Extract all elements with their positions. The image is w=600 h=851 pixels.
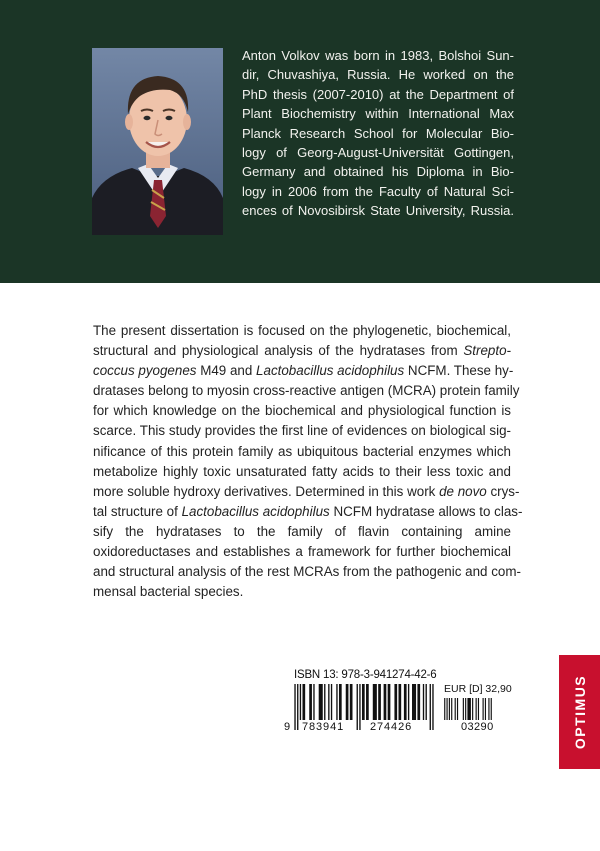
- barcode-bar: [476, 698, 477, 720]
- barcode-bar: [297, 684, 298, 730]
- abstract-line: for which knowledge on the biochemical and physiological function is: [93, 403, 511, 419]
- barcode-bar: [488, 698, 489, 720]
- barcode-bar: [346, 684, 349, 720]
- barcode-bar: [378, 684, 381, 720]
- barcode-bar: [446, 698, 447, 720]
- barcode-bar: [366, 684, 369, 720]
- barcode-bar: [388, 684, 391, 720]
- bio-line: logy in 2006 from the Faculty of Natural Sci-: [242, 183, 514, 199]
- author-bio: [242, 46, 514, 221]
- barcode-bar: [491, 698, 492, 720]
- barcode-bar: [331, 684, 332, 720]
- barcode-bar: [457, 698, 458, 720]
- publisher-logo: [559, 655, 600, 769]
- bio-line: dir, Chuvashiya, Russia. He worked on the: [242, 67, 514, 83]
- barcode-bar: [309, 684, 312, 720]
- barcode-bar: [384, 684, 387, 720]
- barcode-bar: [449, 698, 450, 720]
- barcode-bar: [404, 684, 407, 720]
- bio-line: Planck Research School for Molecular Bio-: [242, 125, 514, 141]
- barcode-bar: [412, 684, 416, 720]
- abstract-line: and structural analysis of the rest MCRAs from the pathogenic and com-: [93, 564, 521, 580]
- barcode-bar: [426, 684, 427, 720]
- barcode-bar: [444, 698, 445, 720]
- abstract-line: structural and physiological analysis of the hydratases from Strepto-: [93, 343, 511, 359]
- barcode-bar: [336, 684, 337, 720]
- bio-line: Germany and obtained his Diploma in Bio-: [242, 164, 514, 180]
- abstract-line: coccus pyogenes M49 and Lactobacillus acidophilus NCFM. These hy-: [93, 363, 514, 379]
- abstract-text: [93, 321, 523, 602]
- author-photo: [92, 48, 223, 235]
- abstract-line: metabolize highly toxic unsaturated fatty acids to their less toxic and: [93, 463, 511, 479]
- barcode-bar: [478, 698, 479, 720]
- barcode-bar: [350, 684, 353, 720]
- bio-line: PhD thesis (2007-2010) at the Department of: [242, 86, 514, 102]
- abstract-line: mensal bacterial species.: [93, 584, 244, 600]
- bio-line: ences of Novosibirsk State University, Russia.: [242, 203, 514, 219]
- barcode-bar: [300, 684, 301, 720]
- barcode-bar: [394, 684, 397, 720]
- barcode-lead-digit: 9: [284, 721, 291, 733]
- author-portrait-image: [92, 48, 223, 235]
- abstract-line: scarce. This study provides the first line of evidences on biological sig-: [93, 423, 511, 439]
- barcode-bar: [451, 698, 452, 720]
- barcode-bar: [408, 684, 409, 720]
- barcode-bar: [357, 684, 358, 730]
- barcode-bar: [463, 698, 464, 720]
- abstract-line: nificance of this protein family as ubiquitous bacterial enzymes which: [93, 443, 511, 459]
- barcode-bar: [359, 684, 360, 730]
- abstract-line: oxidoreductases and establishes a framework for further biochemical: [93, 544, 511, 560]
- addon-digits: 03290: [461, 721, 494, 733]
- barcode-bar: [339, 684, 342, 720]
- price-label: EUR [D] 32,90: [444, 683, 512, 695]
- barcode-digits-left: 783941: [302, 721, 345, 733]
- bio-line: Anton Volkov was born in 1983, Bolshoi Sun-: [242, 48, 514, 63]
- bio-line: Plant Biochemistry within International Max: [242, 106, 514, 122]
- abstract-line: tal structure of Lactobacillus acidophilus NCFM hydratase allows to clas-: [93, 503, 523, 519]
- barcode-bar: [362, 684, 365, 720]
- barcode-bar: [432, 684, 433, 730]
- publisher-name: OPTIMUS: [571, 674, 588, 750]
- abstract-line: The present dissertation is focused on the phylogenetic, biochemical,: [93, 323, 511, 338]
- barcode-bar: [313, 684, 314, 720]
- barcode-bar: [324, 684, 325, 720]
- barcode-bar: [472, 698, 473, 720]
- barcode-bar: [485, 698, 486, 720]
- barcode-bar: [430, 684, 431, 730]
- bio-line: logy of Georg-August-Universität Gottingen,: [242, 145, 514, 161]
- barcode-bar: [483, 698, 484, 720]
- abstract-line: more soluble hydroxy derivatives. Determined in this work de novo crys-: [93, 483, 520, 499]
- barcode-bar: [398, 684, 401, 720]
- isbn-label: ISBN 13: 978-3-941274-42-6: [294, 669, 437, 681]
- barcode-bar: [467, 698, 470, 720]
- barcode-bar: [417, 684, 420, 720]
- abstract-line: sify the hydratases to the family of flavin containing amine: [93, 523, 511, 539]
- barcode-bar: [455, 698, 456, 720]
- barcode-bar: [328, 684, 329, 720]
- barcode-bar: [423, 684, 424, 720]
- barcode-digits-right: 274426: [370, 721, 413, 733]
- barcode-bar: [294, 684, 295, 730]
- barcode-bar: [465, 698, 466, 720]
- barcode-bar: [373, 684, 377, 720]
- barcode-bar: [319, 684, 323, 720]
- barcode-bar: [302, 684, 305, 720]
- abstract-line: dratases belong to myosin cross-reactive antigen (MCRA) protein family: [93, 383, 520, 399]
